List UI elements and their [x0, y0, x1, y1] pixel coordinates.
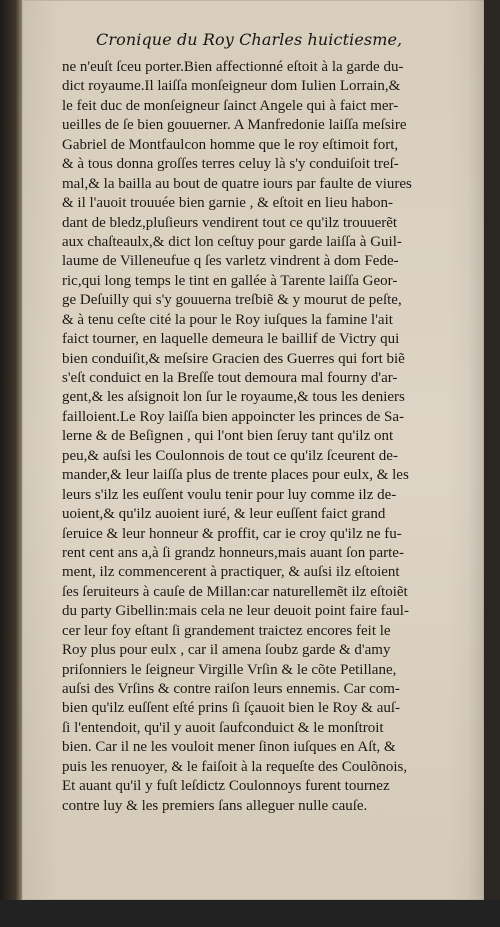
text-line: puis les renuoyer, & le faiſoit à la requeſte des Coulõnois, — [62, 758, 408, 775]
text-line: ne n'euſt ſceu porter.Bien affectionné eſtoit à la garde du- — [62, 59, 404, 75]
text-line: ge Deſuilly qui s'y gouuerna treſbiẽ & y mourut de peſte, — [62, 292, 402, 309]
text-line: ſeruice & leur honneur & proffit, car ie croy qu'ilz ne fu- — [62, 525, 402, 542]
text-line: bien qu'ilz euſſent eſté prins ſi ſçauoit bien le Roy & auſ- — [62, 700, 401, 717]
text-line: du party Gibellin:mais cela ne leur deuoit point faire faul- — [62, 603, 409, 620]
text-line: Gabriel de Montfaulcon homme que le roy eſtimoit fort, — [62, 136, 399, 153]
text-line: ment, ilz commencerent à practiquer, & auſsi ilz eſtoient — [62, 564, 400, 581]
text-line: cer leur foy eſtant ſi grandement traictez encores feit le — [62, 622, 391, 639]
book-binding-shadow — [0, 0, 22, 927]
text-line: rent cent ans a,à ſi grandz honneurs,mais auant ſon parte- — [62, 544, 404, 561]
running-title: Cronique du Roy Charles huictiesme, — [96, 30, 403, 49]
text-line: dant de bledz,pluſieurs vendirent tout ce qu'ilz trouuerẽt — [62, 214, 398, 231]
text-line: ſes ſeruiteurs à cauſe de Millan:car naturellemẽt ilz eſtoiẽt — [62, 583, 408, 600]
text-line: Et auant qu'il y fuſt leſdictz Coulonnoys furent tournez — [62, 778, 390, 795]
text-line: bien. Car il ne les vouloit mener ſinon iuſques en Aſt, & — [62, 739, 396, 756]
text-line: aux chaſteaulx,& dict lon ceſtuy pour garde laiſſa à Guil- — [62, 233, 402, 250]
text-line: ſi l'entendoit, qu'il y auoit ſaufconduict & le monſtroit — [62, 719, 384, 736]
text-line: leurs s'ilz les euſſent voulu tenir pour luy comme ilz de- — [62, 486, 397, 503]
text-line: ric,qui long temps le tint en gallée à Tarente laiſſa Geor- — [62, 272, 398, 289]
text-line: & à tenu ceſte cité la pour le Roy iuſques la famine l'ait — [62, 311, 393, 328]
text-line: laume de Villeneufue q ſes varletz vindrent à dom Fede- — [62, 253, 399, 270]
text-line: & à tous donna groſſes terres celuy là s'y conduiſoit treſ- — [62, 156, 399, 173]
text-line: mal,& la bailla au bout de quatre iours par faulte de viures — [62, 175, 412, 192]
text-line: mander,& leur laiſſa plus de trente places pour eulx, & les — [62, 467, 409, 484]
text-line: ueilles de ſe bien gouuerner. A Manfredonie laiſſa meſsire — [62, 117, 407, 134]
body-text — [62, 58, 472, 816]
text-line: s'eſt conduict en la Breſſe tout demoura mal fourny d'ar- — [62, 370, 398, 386]
text-line: faict tourner, en laquelle demeura le baillif de Victry qui — [62, 331, 400, 348]
text-line: & il l'auoit trouuée bien garnie , & eſtoit en lieu habon- — [62, 195, 393, 212]
text-line: auſsi des Vrſins & contre raiſon leurs ennemis. Car com- — [62, 681, 400, 697]
text-line: le feit duc de monſeigneur ſainct Angele qui à faict mer- — [62, 97, 399, 114]
text-line: gent,& les aſsignoit lon ſur le royaume,& tous les deniers — [62, 389, 405, 406]
text-line: priſonniers le ſeigneur Virgille Vrſin & le cõte Petillane, — [62, 661, 397, 678]
text-line: bien conduiſit,& meſsire Gracien des Guerres qui fort biẽ — [62, 350, 405, 367]
text-line: dict royaume.Il laiſſa monſeigneur dom Iulien Lorrain,& — [62, 78, 401, 95]
text-line: contre luy & les premiers ſans alleguer nulle cauſe. — [62, 797, 368, 814]
text-line: uoient,& qu'ilz auoient iuré, & leur euſſent faict grand — [62, 506, 386, 523]
scan-bottom-margin — [0, 900, 500, 927]
text-line: peu,& auſsi les Coulonnois de tout ce qu'ilz ſceurent de- — [62, 447, 398, 464]
text-line: lerne & de Beſignen , qui l'ont bien ſeruy tant qu'ilz ont — [62, 428, 394, 445]
text-line: failloient.Le Roy laiſſa bien appoincter les princes de Sa- — [62, 408, 404, 425]
text-line: Roy plus pour eulx , car il amena ſoubz garde & d'amy — [62, 642, 391, 659]
